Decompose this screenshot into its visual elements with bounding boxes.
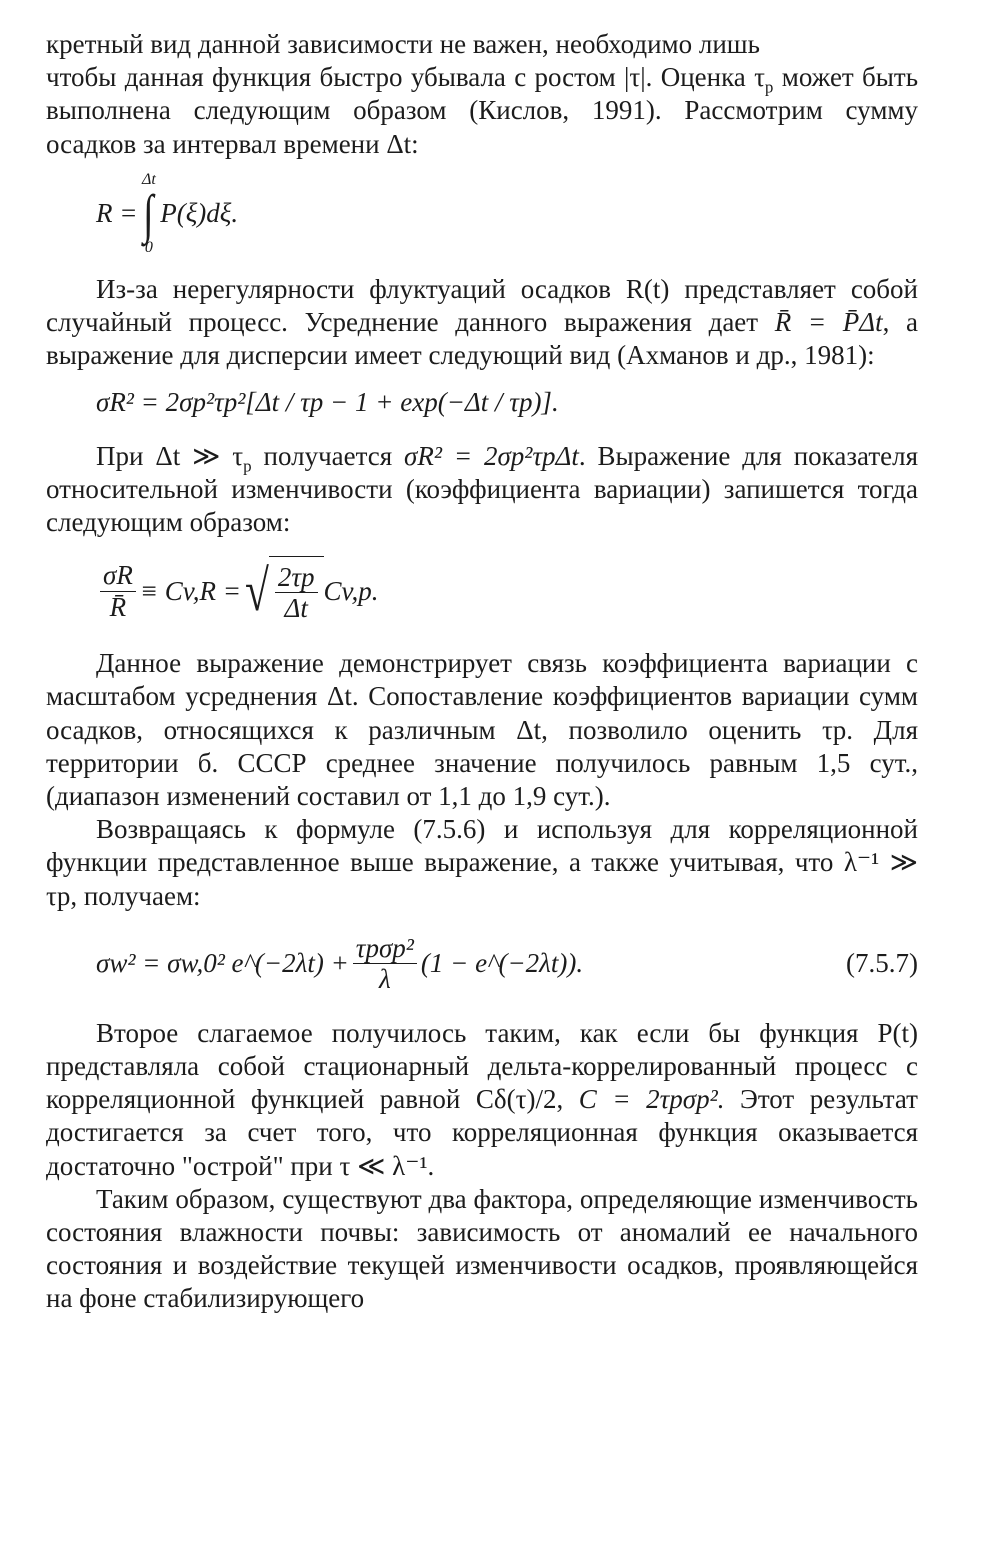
paragraph-1-line-1: кретный вид данной зависимости не важен, необходимо лишь — [46, 29, 760, 59]
eq757-numerator: τpσp² — [353, 934, 417, 964]
equation-7-5-7 — [96, 925, 918, 1003]
paragraph-3-c: . Выражение для показателя относительной изменчивости (коэффициента вариации) запишется тогда следующим образом: — [46, 440, 918, 538]
limit-formula: σR² = 2σp²τpΔt — [404, 440, 579, 471]
paragraph-2-text: Из-за нерегулярности флуктуаций осадков R(t) представляет собой случайный процесс. Усреднение данного выражения дает — [46, 273, 918, 338]
integral-lhs: R = — [96, 198, 138, 229]
integral-lower-limit: 0 — [144, 238, 153, 256]
sqrt-denominator: Δt — [284, 593, 308, 624]
paragraph-1-line-2a: чтобы данная функция быстро убывала с ростом — [46, 62, 616, 93]
eq757-fraction — [353, 934, 417, 994]
paragraph-3 — [46, 440, 918, 540]
variance-formula: σR² = 2σp²τp²[Δt / τp − 1 + exp(−Δt / τp)]. — [96, 387, 559, 418]
sqrt-symbol: √ — [244, 558, 269, 624]
variance-equation — [96, 386, 918, 419]
paragraph-1 — [46, 28, 918, 161]
paragraph-4: Данное выражение демонстрирует связь коэффициента вариации с масштабом усреднения Δt. Сопоставление коэффициентов вариации сумм осадков, относящихся к различным Δt, позволило оценить τp. Для территории б. СССР среднее значение получилось равным 1,5 сут., (диапазон изменений составил от 1,1 до 1,9 сут.). — [46, 648, 918, 812]
sqrt-numerator: 2τp — [275, 563, 318, 593]
paragraph-3-b: получается — [251, 440, 405, 471]
cv-equation — [96, 551, 918, 631]
equation-number: (7.5.7) — [846, 948, 918, 979]
eq757-tail: (1 − e^(−2λt)). — [420, 948, 584, 979]
cv-lhs-denominator: R̄ — [109, 591, 127, 622]
integral-upper-limit: Δt — [141, 170, 156, 188]
tau-p-subscript: p — [764, 77, 774, 97]
mean-relation: R̄ = P̄Δt — [774, 307, 883, 338]
tau-p-sub-2: p — [243, 456, 252, 476]
paragraph-7: Таким образом, существуют два фактора, определяющие изменчивость состояния влажности почвы: зависимость от аномалий ее начального состояния и воздействие текущей изменчивости осадков, проявляющейся на фоне стабилизирующего — [46, 1183, 918, 1314]
paragraph-2-tail: , а выражение для дисперсии имеет следующий вид (Ахманов и др., 1981): — [46, 307, 918, 371]
eq757-denominator: λ — [378, 964, 391, 995]
book-page — [46, 28, 918, 1316]
integral-equation — [96, 167, 918, 261]
sqrt-content — [269, 556, 324, 626]
paragraph-3-a: При Δt ≫ τ — [96, 440, 244, 471]
paragraph-6-a: Второе слагаемое получилось таким, как если бы функция P(t) представляла собой стационарный дельта-коррелированный процесс с корреляционной функцией равной Cδ(τ)/2, — [46, 1017, 918, 1115]
paragraph-6-c: Этот результат достигается за счет того, что корреляционная функция оказывается достаточно "острой" при τ ≪ λ⁻¹. — [46, 1084, 918, 1181]
cv-tail: Cv,p. — [323, 575, 379, 606]
integral-body: P(ξ)dξ. — [160, 198, 239, 229]
paragraph-2 — [46, 273, 918, 373]
sqrt-expression — [241, 556, 324, 626]
sqrt-fraction — [275, 563, 318, 623]
c-definition: C = 2τpσp². — [578, 1084, 725, 1115]
eq757-lhs: σw² = σw,0² e^(−2λt) + — [96, 948, 349, 979]
integral-sign — [141, 172, 156, 256]
cv-middle: ≡ Cv,R = — [139, 575, 241, 606]
paragraph-6 — [46, 1017, 918, 1183]
paragraph-1-line-2b: |τ|. Оценка τ — [623, 62, 765, 93]
cv-lhs-numerator: σR — [100, 561, 136, 591]
cv-lhs-fraction — [100, 561, 136, 621]
paragraph-5: Возвращаясь к формуле (7.5.6) и используя для корреляционной функции представленное выше выражение, а также учитывая, что λ⁻¹ ≫ τp, получаем: — [46, 814, 918, 911]
integral-symbol: ∫ — [143, 183, 155, 244]
paragraph-1-rest: может быть выполнена следующим образом (Кислов, 1991). Рассмотрим сумму осадков за интервал времени Δt: — [46, 62, 919, 159]
